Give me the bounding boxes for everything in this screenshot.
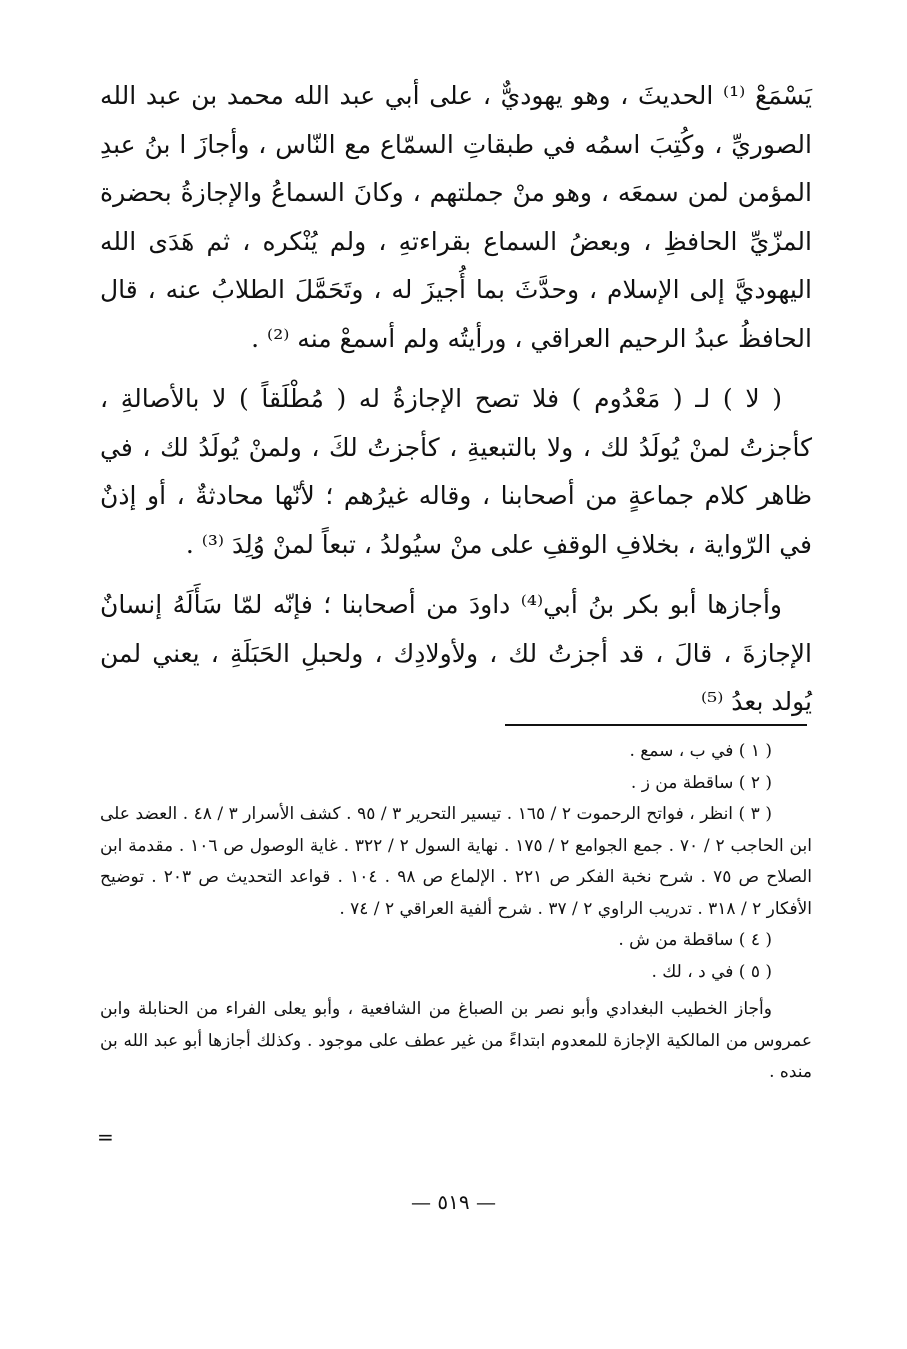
- footnotes-section: [100, 736, 812, 1089]
- footnote-continuation-note: وأجاز الخطيب البغدادي وأبو نصر بن الصباغ من الشافعية ، وأبو يعلى الفراء من الحنابلة وابن عمروس من المالكية الإجازة للمعدوم ابتداءً من غير عطف على موجود . وكذلك أجازها أبو عبد الله بن منده .: [100, 999, 812, 1082]
- body-paragraph-2: ( لا ) لـ ( مَعْدُوم ) فلا تصح الإجازةُ له ( مُطْلَقاً ) لا بالأصالةِ ، كأجزتُ لمنْ يُولَدُ لك ، ولا بالتبعيةِ ، كأجزتُ لكَ ، ولمنْ يُولَدُ لك ، في ظاهر كلام جماعةٍ من أصحابنا ، وقاله غيرُهم ؛ لأنّها محادثةٌ ، أو إذنٌ في الرّواية ، بخلافِ الوقفِ على منْ سيُولدُ ، تبعاً لمنْ وُلِدَ ⁽³⁾ .: [100, 384, 812, 559]
- page-number: — ٥١٩ —: [411, 1190, 496, 1214]
- footnote-1: ( ١ ) في ب ، سمع .: [629, 741, 772, 761]
- body-paragraph-1: يَسْمَعْ ⁽¹⁾ الحديثَ ، وهو يهوديٌّ ، على أبي عبد الله محمد بن عبد الله الصوريِّ ، وكُتِبَ اسمُه في طبقاتِ السمّاع مع النّاس ، وأجازَ ا بنُ عبدِ المؤمن لمن سمعَه ، وهو منْ جملتهم ، وكانَ السماعُ والإجازةُ بحضرة المزّيِّ الحافظِ ، وبعضُ السماع بقراءتهِ ، ولم يُنْكره ، ثم هَدَى الله اليهوديَّ إلى الإسلام ، وحدَّثَ بما أُجيزَ له ، وتَحَمَّلَ الطلابُ عنه ، قال الحافظُ عبدُ الرحيم العراقي ، ورأيتُه ولم أسمعْ منه ⁽²⁾ .: [100, 81, 813, 353]
- body-paragraph-3: وأجازها أبو بكر بنُ أبي⁽⁴⁾ داودَ من أصحابنا ؛ فإنّه لمّا سَأَلَهُ إنسانٌ الإجازةَ ، قالَ ، قد أجزتُ لك ، ولأولادِك ، ولحبلِ الحَبَلَةِ ، يعني لمن يُولد بعدُ ⁽⁵⁾: [100, 590, 812, 716]
- footnote-2: ( ٢ ) ساقطة من ز .: [630, 772, 772, 793]
- footnote-4: ( ٤ ) ساقطة من ش .: [618, 930, 772, 950]
- main-body-text: [100, 72, 812, 727]
- footnote-separator: [505, 724, 807, 726]
- footnote-5: ( ٥ ) في د ، لك .: [651, 961, 772, 982]
- continuation-marker: =: [97, 1125, 114, 1149]
- footnote-3: ( ٣ ) انظر ، فواتح الرحموت ٢ / ١٦٥ . تيسير التحرير ٣ / ٩٥ . كشف الأسرار ٣ / ٤٨ . العضد على ابن الحاجب ٢ / ٧٠ . جمع الجوامع ٢ / ١٧٥ . نهاية السول ٢ / ٣٢٢ . غاية الوصول ص ١٠٦ . مقدمة ابن الصلاح ص ٧٥ . شرح نخبة الفكر ص ٢٢١ . الإلماع ص ٩٨ . ١٠٤ . قواعد التحديث ص ٢٠٣ . توضيح الأفكار ٢ / ٣١٨ . تدريب الراوي ٢ / ٣٧ . شرح ألفية العراقي ٢ / ٧٤ .: [100, 804, 812, 919]
